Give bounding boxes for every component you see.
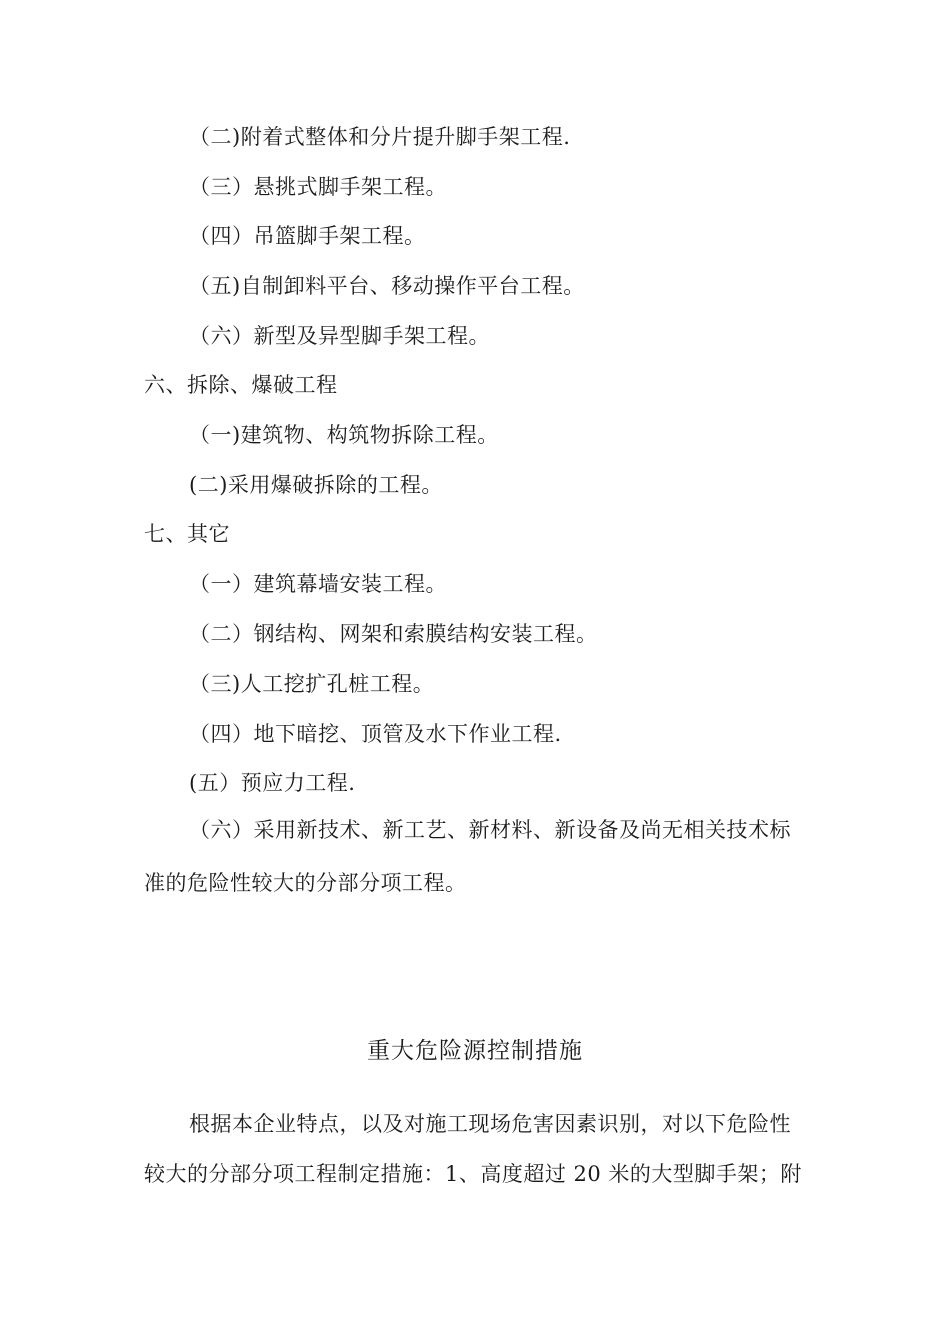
- section5-item-5: （五)自制卸料平台、移动操作平台工程。: [189, 274, 585, 298]
- section7-item-5: (五）预应力工程.: [189, 771, 356, 795]
- section5-item-2: （二)附着式整体和分片提升脚手架工程.: [189, 125, 571, 149]
- paragraph-line-1: 根据本企业特点，以及对施工现场危害因素识别，对以下危险性: [189, 1112, 791, 1136]
- section-title: 重大危险源控制措施: [367, 1038, 583, 1064]
- section7-item-3: （三)人工挖扩孔桩工程。: [189, 672, 435, 696]
- section7-item-2: （二）钢结构、网架和索膜结构安装工程。: [189, 622, 598, 646]
- section7-item-4: （四）地下暗挖、顶管及水下作业工程.: [189, 722, 562, 746]
- section6-heading: 六、拆除、爆破工程: [144, 373, 338, 397]
- section7-heading: 七、其它: [144, 522, 230, 546]
- section5-item-3: （三）悬挑式脚手架工程。: [189, 175, 447, 199]
- section7-item-6-line2: 准的危险性较大的分部分项工程。: [144, 871, 467, 895]
- section5-item-6: （六）新型及异型脚手架工程。: [189, 324, 490, 348]
- section7-item-1: （一）建筑幕墙安装工程。: [189, 572, 447, 596]
- section6-item-1: （一)建筑物、构筑物拆除工程。: [189, 423, 499, 447]
- section5-item-4: （四）吊篮脚手架工程。: [189, 224, 426, 248]
- section6-item-2: (二)采用爆破拆除的工程。: [189, 473, 443, 497]
- section7-item-6-line1: （六）采用新技术、新工艺、新材料、新设备及尚无相关技术标: [189, 818, 791, 842]
- paragraph-line-2: 较大的分部分项工程制定措施：1、高度超过 20 米的大型脚手架；附: [144, 1162, 802, 1186]
